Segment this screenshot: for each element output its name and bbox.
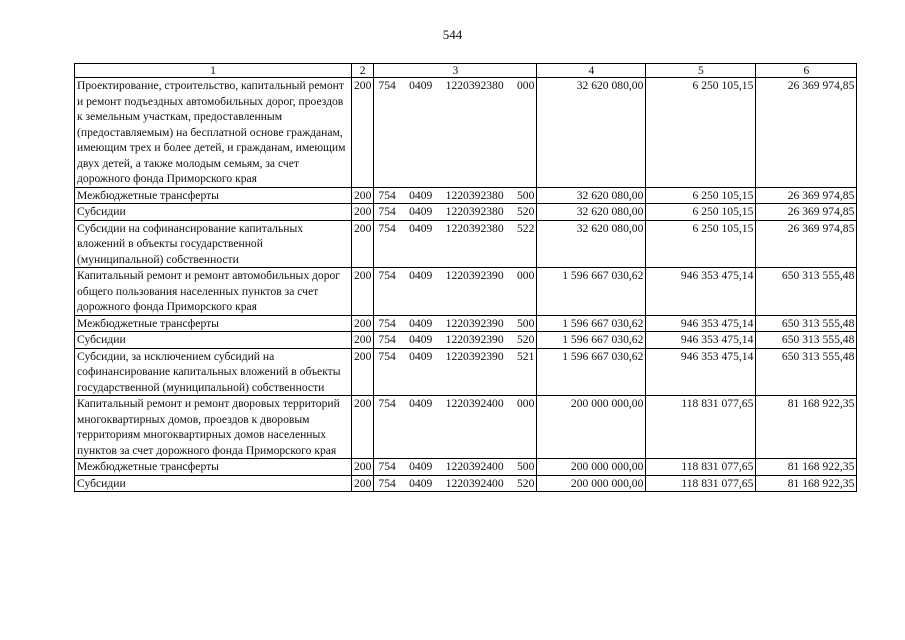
table-row xyxy=(75,220,857,268)
row-col6: 81 168 922,35 xyxy=(756,396,857,459)
code-grbs: 754 xyxy=(378,221,396,235)
code-grbs: 754 xyxy=(378,188,396,202)
table-row xyxy=(75,475,857,492)
row-col2: 200 xyxy=(352,459,374,476)
row-col6: 26 369 974,85 xyxy=(756,204,857,221)
header-cell: 2 xyxy=(352,64,374,78)
row-col6: 650 313 555,48 xyxy=(756,348,857,396)
code-rzpr: 0409 xyxy=(409,269,433,282)
row-col6: 26 369 974,85 xyxy=(756,78,857,188)
row-name: Межбюджетные трансферты xyxy=(75,459,352,476)
code-vr: 000 xyxy=(516,79,535,92)
code-grbs: 754 xyxy=(378,397,396,410)
code-csr: 1220392400 xyxy=(445,476,504,490)
code-vr: 500 xyxy=(516,460,535,473)
code-csr: 1220392380 xyxy=(445,205,504,218)
code-csr: 1220392390 xyxy=(445,349,504,363)
row-col6: 650 313 555,48 xyxy=(756,268,857,316)
code-rzpr: 0409 xyxy=(409,205,433,218)
row-col5: 946 353 475,14 xyxy=(646,332,756,349)
row-col2: 200 xyxy=(352,204,374,221)
row-col5: 6 250 105,15 xyxy=(646,220,756,268)
row-name: Субсидии xyxy=(75,204,352,221)
code-grbs: 754 xyxy=(378,205,396,218)
row-col4: 1 596 667 030,62 xyxy=(537,332,646,349)
code-vr: 500 xyxy=(516,316,535,330)
code-csr: 1220392380 xyxy=(445,79,504,92)
row-name: Капитальный ремонт и ремонт дворовых территорий многоквартирных домов, проездов к дворовым территориям многоквартирных домов населенных пунктов за счет дорожного фонда Приморского края xyxy=(75,396,352,459)
header-row xyxy=(75,64,857,78)
table-row xyxy=(75,332,857,349)
code-rzpr: 0409 xyxy=(409,316,433,330)
code-vr: 000 xyxy=(516,269,535,282)
table-row xyxy=(75,315,857,332)
code-csr: 1220392400 xyxy=(445,397,504,410)
code-rzpr: 0409 xyxy=(409,349,433,363)
row-col5: 118 831 077,65 xyxy=(646,459,756,476)
header-cell: 1 xyxy=(75,64,352,78)
code-rzpr: 0409 xyxy=(409,333,433,346)
code-rzpr: 0409 xyxy=(409,460,433,473)
table-row xyxy=(75,459,857,476)
row-code xyxy=(374,332,537,349)
row-col5: 946 353 475,14 xyxy=(646,268,756,316)
page-number: 544 xyxy=(442,27,463,42)
row-col6: 26 369 974,85 xyxy=(756,187,857,204)
row-col5: 946 353 475,14 xyxy=(646,315,756,332)
row-col5: 946 353 475,14 xyxy=(646,348,756,396)
row-code xyxy=(374,475,537,492)
table-row xyxy=(75,268,857,316)
row-col4: 200 000 000,00 xyxy=(537,396,646,459)
row-col5: 118 831 077,65 xyxy=(646,396,756,459)
row-col2: 200 xyxy=(352,315,374,332)
table-row xyxy=(75,204,857,221)
code-grbs: 754 xyxy=(378,316,396,330)
code-csr: 1220392390 xyxy=(445,333,504,346)
row-code xyxy=(374,348,537,396)
row-col6: 81 168 922,35 xyxy=(756,459,857,476)
row-name: Субсидии на софинансирование капитальных вложений в объекты государственной (муниципальной) собственности xyxy=(75,220,352,268)
row-col4: 32 620 080,00 xyxy=(537,187,646,204)
row-code xyxy=(374,315,537,332)
row-col5: 6 250 105,15 xyxy=(646,204,756,221)
row-code xyxy=(374,204,537,221)
budget-table xyxy=(74,63,857,492)
code-vr: 520 xyxy=(516,205,535,218)
code-csr: 1220392380 xyxy=(445,221,504,235)
row-name: Межбюджетные трансферты xyxy=(75,187,352,204)
row-code xyxy=(374,187,537,204)
table-row xyxy=(75,78,857,188)
row-col2: 200 xyxy=(352,348,374,396)
row-code xyxy=(374,459,537,476)
code-grbs: 754 xyxy=(378,79,396,92)
row-col4: 1 596 667 030,62 xyxy=(537,268,646,316)
row-col2: 200 xyxy=(352,475,374,492)
row-col2: 200 xyxy=(352,220,374,268)
code-csr: 1220392390 xyxy=(445,316,504,330)
row-name: Межбюджетные трансферты xyxy=(75,315,352,332)
code-grbs: 754 xyxy=(378,349,396,363)
code-vr: 520 xyxy=(516,476,535,490)
table-row xyxy=(75,348,857,396)
header-cell: 3 xyxy=(374,64,537,78)
code-rzpr: 0409 xyxy=(409,221,433,235)
code-grbs: 754 xyxy=(378,333,396,346)
row-code xyxy=(374,220,537,268)
code-grbs: 754 xyxy=(378,460,396,473)
row-col4: 200 000 000,00 xyxy=(537,459,646,476)
row-col5: 118 831 077,65 xyxy=(646,475,756,492)
row-name: Субсидии xyxy=(75,332,352,349)
table-row xyxy=(75,187,857,204)
row-col4: 200 000 000,00 xyxy=(537,475,646,492)
row-col2: 200 xyxy=(352,396,374,459)
code-grbs: 754 xyxy=(378,476,396,490)
code-csr: 1220392400 xyxy=(445,460,504,473)
header-cell: 5 xyxy=(646,64,756,78)
code-csr: 1220392390 xyxy=(445,269,504,282)
code-rzpr: 0409 xyxy=(409,397,433,410)
row-col4: 32 620 080,00 xyxy=(537,204,646,221)
row-col4: 1 596 667 030,62 xyxy=(537,315,646,332)
row-name: Капитальный ремонт и ремонт автомобильных дорог общего пользования населенных пунктов за счет дорожного фонда Приморского края xyxy=(75,268,352,316)
row-code xyxy=(374,78,537,188)
row-code xyxy=(374,268,537,316)
row-col2: 200 xyxy=(352,187,374,204)
row-name: Субсидии, за исключением субсидий на софинансирование капитальных вложений в объекты государственной (муниципальной) собственности xyxy=(75,348,352,396)
code-csr: 1220392380 xyxy=(445,188,504,202)
code-vr: 000 xyxy=(516,397,535,410)
row-col5: 6 250 105,15 xyxy=(646,187,756,204)
row-name: Проектирование, строительство, капитальный ремонт и ремонт подъездных автомобильных дорог, проездов к земельным участкам, предоставленным (предоставляемым) на бесплатной основе гражданам, имеющим трех и более детей, и гражданам, имеющим двух детей, а также молодым семьям, за счет дорожного фонда Приморского края xyxy=(75,78,352,188)
table-row xyxy=(75,396,857,459)
row-col6: 650 313 555,48 xyxy=(756,332,857,349)
header-cell: 6 xyxy=(756,64,857,78)
code-vr: 522 xyxy=(516,221,535,235)
code-vr: 521 xyxy=(516,349,535,363)
row-code xyxy=(374,396,537,459)
row-name: Субсидии xyxy=(75,475,352,492)
row-col4: 1 596 667 030,62 xyxy=(537,348,646,396)
code-rzpr: 0409 xyxy=(409,476,433,490)
code-grbs: 754 xyxy=(378,269,396,282)
row-col4: 32 620 080,00 xyxy=(537,78,646,188)
row-col2: 200 xyxy=(352,268,374,316)
row-col4: 32 620 080,00 xyxy=(537,220,646,268)
row-col2: 200 xyxy=(352,78,374,188)
row-col6: 650 313 555,48 xyxy=(756,315,857,332)
code-vr: 520 xyxy=(516,333,535,346)
code-rzpr: 0409 xyxy=(409,188,433,202)
row-col6: 26 369 974,85 xyxy=(756,220,857,268)
row-col2: 200 xyxy=(352,332,374,349)
code-vr: 500 xyxy=(516,188,535,202)
code-rzpr: 0409 xyxy=(409,79,433,92)
header-cell: 4 xyxy=(537,64,646,78)
row-col5: 6 250 105,15 xyxy=(646,78,756,188)
row-col6: 81 168 922,35 xyxy=(756,475,857,492)
